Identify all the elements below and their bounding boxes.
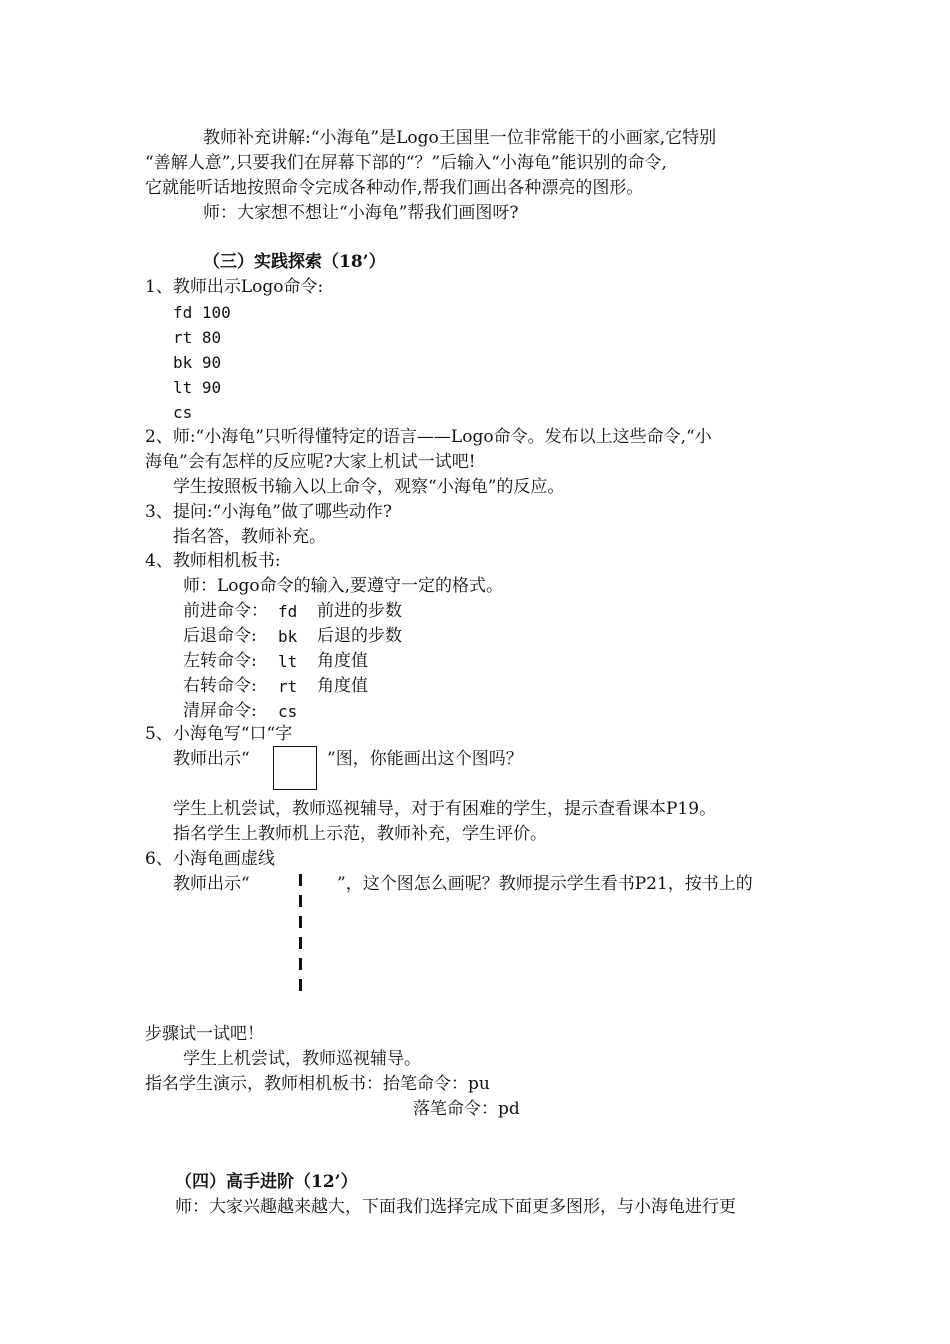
item6-show-before: 教师出示“ [173,874,250,894]
item5-line-3: 指名学生上教师机上示范，教师补充，学生评价。 [173,824,547,844]
cmd-row-desc: 角度值 [317,651,368,671]
cmd-row-label: 右转命令: [183,676,257,696]
command-rt: rt 80 [173,328,222,347]
command-cs: cs [173,403,193,422]
item2-line-1: 2、师:“小海龟”只听得懂特定的语言——Logo命令。发布以上这些命令,“小 [145,427,712,447]
cmd-row-code: bk [278,627,298,646]
item6-title: 6、小海龟画虚线 [145,849,275,869]
item5-line-2: 学生上机尝试，教师巡视辅导，对于有困难的学生，提示查看课本P19。 [173,799,717,819]
section4-heading: （四）高手进阶（12’） [175,1172,358,1192]
item6-line-5: 落笔命令：pd [413,1099,520,1119]
item6-line-4: 指名学生演示，教师相机板书：抬笔命令：pu [145,1074,490,1094]
section3-heading: （三）实践探索（18’） [203,252,386,272]
item5-title: 5、小海龟写“口“字 [145,724,293,744]
intro-line-3: 它就能听话地按照命令完成各种动作,帮我们画出各种漂亮的图形。 [145,178,644,198]
intro-line-4: 师：大家想不想让“小海龟”帮我们画图呀? [203,203,519,223]
item3-line-2: 指名答，教师补充。 [173,527,326,547]
cmd-row-code: lt [278,652,298,671]
item5-show-after: ”图，你能画出这个图吗？ [327,749,523,769]
intro-line-2: “善解人意”,只要我们在屏幕下部的“？”后输入“小海龟”能识别的命令, [145,153,667,173]
cmd-row-label: 左转命令: [183,651,257,671]
square-figure [273,746,317,790]
dashed-line-figure [299,874,302,998]
cmd-row-desc: 角度值 [317,676,368,696]
cmd-row-code: cs [278,702,298,721]
item4-line-1: 师：Logo命令的输入,要遵守一定的格式。 [183,576,504,596]
item5-show-before: 教师出示“ [173,749,250,769]
item2-line-2: 海龟”会有怎样的反应呢?大家上机试一试吧! [145,452,476,472]
cmd-row-label: 清屏命令: [183,701,257,721]
cmd-row-code: rt [278,677,298,696]
item2-line-3: 学生按照板书输入以上命令，观察“小海龟”的反应。 [173,477,565,497]
command-fd: fd 100 [173,303,231,322]
section4-line-1: 师：大家兴趣越来越大，下面我们选择完成下面更多图形，与小海龟进行更 [175,1197,736,1217]
cmd-row-desc: 后退的步数 [317,626,402,646]
item3-line-1: 3、提问:“小海龟”做了哪些动作? [145,502,393,522]
cmd-row-code: fd [278,602,298,621]
item6-line-3: 学生上机尝试，教师巡视辅导。 [183,1049,421,1069]
intro-line-1: 教师补充讲解:“小海龟”是Logo王国里一位非常能干的小画家,它特别 [203,128,717,148]
command-lt: lt 90 [173,378,222,397]
item6-show-after: ”，这个图怎么画呢？教师提示学生看书P21，按书上的 [337,874,753,894]
command-bk: bk 90 [173,353,222,372]
cmd-row-label: 后退命令: [183,626,257,646]
item1-title: 1、教师出示Logo命令: [145,277,324,297]
item6-line-2: 步骤试一试吧！ [145,1024,264,1044]
cmd-row-label: 前进命令： [183,601,268,621]
cmd-row-desc: 前进的步数 [317,601,402,621]
item4-title: 4、教师相机板书: [145,551,281,571]
